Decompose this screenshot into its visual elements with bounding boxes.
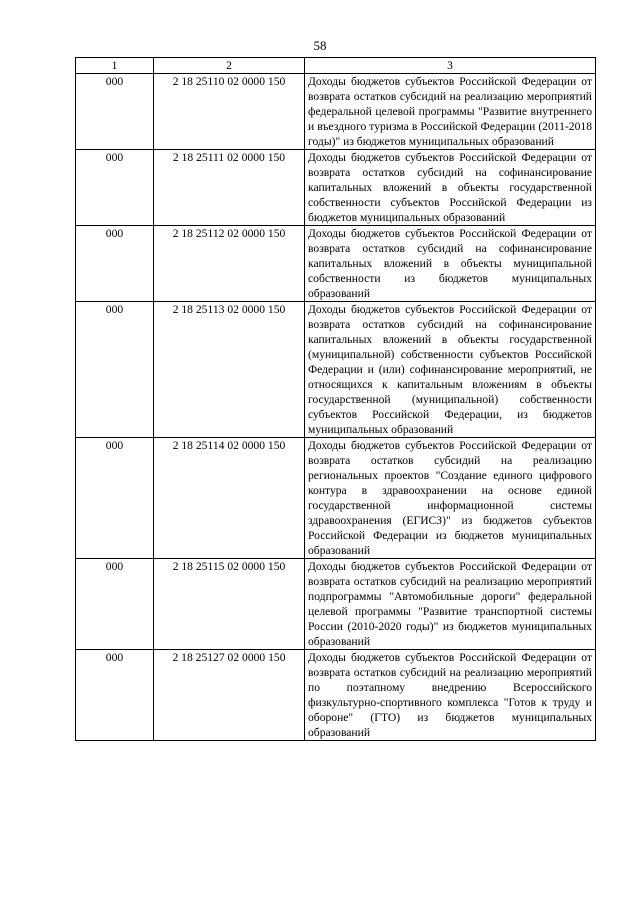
budget-code-cell: 2 18 25127 02 0000 150 bbox=[154, 650, 305, 741]
budget-code-cell: 2 18 25111 02 0000 150 bbox=[154, 150, 305, 226]
admin-code-cell: 000 bbox=[76, 650, 154, 741]
page-number: 58 bbox=[313, 38, 327, 53]
budget-code-cell: 2 18 25110 02 0000 150 bbox=[154, 74, 305, 150]
budget-code-cell: 2 18 25113 02 0000 150 bbox=[154, 302, 305, 438]
description-cell: Доходы бюджетов субъектов Российской Федерации от возврата остатков субсидий на софинансирование капитальных вложений в объекты государственной собственности субъектов Российской Федерации из бюджетов муниципальных образований bbox=[305, 150, 596, 226]
admin-code-cell: 000 bbox=[76, 226, 154, 302]
column-header-1: 1 bbox=[76, 58, 154, 74]
description-cell: Доходы бюджетов субъектов Российской Федерации от возврата остатков субсидий на софинансирование капитальных вложений в объекты государственной (муниципальной) собственности субъектов Российской Федерации и (или) софинансирование мероприятий, не относящихся к капитальным вложениям в объекты государственной (муниципальной) собственности субъектов Российской Федерации, из бюджетов муниципальных образований bbox=[305, 302, 596, 438]
admin-code-cell: 000 bbox=[76, 559, 154, 650]
budget-code-cell: 2 18 25115 02 0000 150 bbox=[154, 559, 305, 650]
column-header-2: 2 bbox=[154, 58, 305, 74]
admin-code-cell: 000 bbox=[76, 438, 154, 559]
description-cell: Доходы бюджетов субъектов Российской Федерации от возврата остатков субсидий на реализацию мероприятий федеральной целевой программы "Развитие внутреннего и въездного туризма в Российской Федерации (2011-2018 годы)" из бюджетов муниципальных образований bbox=[305, 74, 596, 150]
admin-code-cell: 000 bbox=[76, 74, 154, 150]
table-header-row bbox=[76, 58, 596, 74]
budget-code-cell: 2 18 25112 02 0000 150 bbox=[154, 226, 305, 302]
column-header-3: 3 bbox=[305, 58, 596, 74]
description-cell: Доходы бюджетов субъектов Российской Федерации от возврата остатков субсидий на софинансирование капитальных вложений в объекты муниципальной собственности из бюджетов муниципальных образований bbox=[305, 226, 596, 302]
table-row bbox=[76, 650, 596, 741]
table-row bbox=[76, 438, 596, 559]
table-row bbox=[76, 150, 596, 226]
budget-code-cell: 2 18 25114 02 0000 150 bbox=[154, 438, 305, 559]
table-row bbox=[76, 74, 596, 150]
admin-code-cell: 000 bbox=[76, 150, 154, 226]
budget-revenue-table bbox=[75, 57, 596, 741]
description-cell: Доходы бюджетов субъектов Российской Федерации от возврата остатков субсидий на реализацию региональных проектов "Создание единого цифрового контура в здравоохранении на основе единой государственной информационной системы здравоохранения (ЕГИСЗ)" из бюджетов субъектов Российской Федерации из бюджетов муниципальных образований bbox=[305, 438, 596, 559]
table-row bbox=[76, 559, 596, 650]
table-row bbox=[76, 302, 596, 438]
admin-code-cell: 000 bbox=[76, 302, 154, 438]
description-cell: Доходы бюджетов субъектов Российской Федерации от возврата остатков субсидий на реализацию мероприятий по поэтапному внедрению Всероссийского физкультурно-спортивного комплекса "Готов к труду и обороне" (ГТО) из бюджетов муниципальных образований bbox=[305, 650, 596, 741]
description-cell: Доходы бюджетов субъектов Российской Федерации от возврата остатков субсидий на реализацию мероприятий подпрограммы "Автомобильные дороги" федеральной целевой программы "Развитие транспортной системы России (2010-2020 годы)" из бюджетов муниципальных образований bbox=[305, 559, 596, 650]
table-row bbox=[76, 226, 596, 302]
